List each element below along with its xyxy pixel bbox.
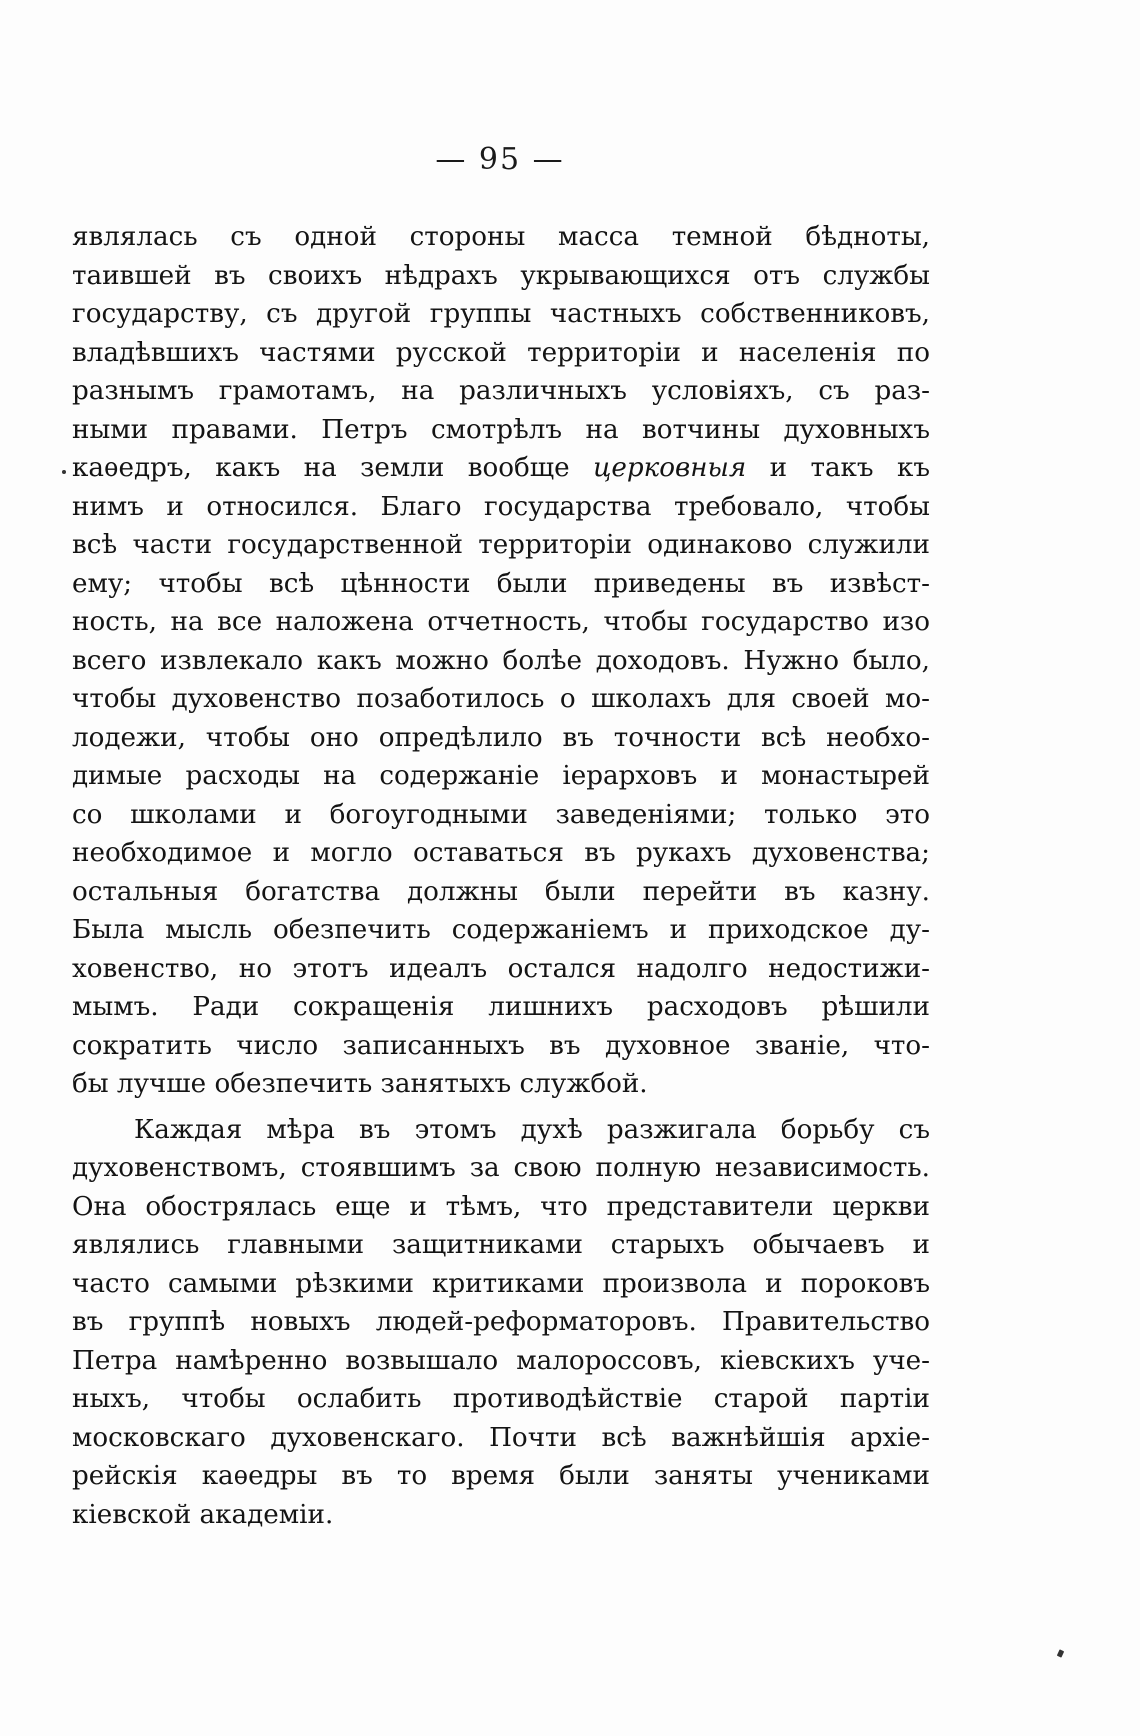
text-line: чтобы духовенство позаботилось о школахъ для своей мо-	[72, 684, 930, 714]
text-line: всѣ части государственной территоріи одинаково служили	[72, 530, 930, 560]
text-line: владѣвшихъ частями русской территоріи и населенія по	[72, 337, 930, 368]
text-line: духовенствомъ, стоявшимъ за свою полную независимость.	[72, 1153, 930, 1183]
page-number: — 95 —	[435, 142, 565, 177]
text-line: остальныя богатства должны были перейти въ казну.	[72, 876, 930, 907]
text-line: рейскія каѳедры въ то время были заняты учениками	[72, 1461, 930, 1491]
text-line: сократить число записанныхъ въ духовное званіе, что-	[72, 1030, 930, 1061]
text-line: таившей въ своихъ нѣдрахъ укрывающихся отъ службы	[72, 260, 930, 291]
line-suffix: и такъ къ	[769, 453, 931, 483]
text-line: лодежи, чтобы оно опредѣлило въ точности всѣ необхо-	[72, 722, 930, 753]
line-prefix: каѳедръ, какъ на земли вообще	[72, 453, 570, 483]
text-line: часто самыми рѣзкими критиками произвола и пороковъ	[72, 1268, 930, 1299]
text-line: кіевской академіи.	[72, 1499, 334, 1530]
text-line: Она обострялась еще и тѣмъ, что представители церкви	[72, 1191, 930, 1222]
text-line: государству, съ другой группы частныхъ собственниковъ,	[72, 299, 930, 329]
text-line: Каждая мѣра въ этомъ духѣ разжигала борьбу съ	[134, 1114, 930, 1145]
paragraph-2	[72, 1111, 930, 1535]
margin-speck	[1057, 1649, 1064, 1657]
text-line: Была мысль обезпечить содержаніемъ и приходское ду-	[72, 915, 930, 945]
text-line-with-emphasis	[72, 449, 930, 488]
text-line: ховенство, но этотъ идеалъ остался надолго недостижи-	[72, 953, 930, 984]
text-line: въ группѣ новыхъ людей-реформаторовъ. Правительство	[72, 1307, 930, 1337]
text-line: ему; чтобы всѣ цѣнности были приведены въ извѣст-	[72, 568, 930, 599]
text-line: разнымъ грамотамъ, на различныхъ условіяхъ, съ раз-	[72, 376, 930, 406]
text-line: бы лучше обезпечить занятыхъ службой.	[72, 1069, 648, 1099]
text-line: Петра намѣренно возвышало малороссовъ, кіевскихъ уче-	[72, 1345, 930, 1376]
text-line: ными правами. Петръ смотрѣлъ на вотчины духовныхъ	[72, 414, 930, 445]
margin-speck	[62, 470, 66, 474]
text-line: димые расходы на содержаніе іерарховъ и монастырей	[72, 761, 930, 791]
text-line: необходимое и могло оставаться въ рукахъ духовенства;	[72, 838, 930, 868]
paragraph-1	[72, 218, 930, 1104]
text-line: всего извлекало какъ можно болѣе доходовъ. Нужно было,	[72, 645, 930, 676]
text-line: со школами и богоугодными заведеніями; только это	[72, 799, 930, 830]
text-line: московскаго духовенскаго. Почти всѣ важнѣйшія архіе-	[72, 1422, 930, 1453]
text-line: являлись главными защитниками старыхъ обычаевъ и	[72, 1230, 930, 1260]
text-line: ныхъ, чтобы ослабить противодѣйствіе старой партіи	[72, 1384, 930, 1414]
emphasized-word: церковныя	[593, 453, 747, 483]
text-line: нимъ и относился. Благо государства требовало, чтобы	[72, 491, 930, 522]
text-line: мымъ. Ради сокращенія лишнихъ расходовъ рѣшили	[72, 992, 930, 1022]
text-line: являлась съ одной стороны масса темной бѣдноты,	[72, 222, 930, 252]
paragraph-gap	[72, 1104, 930, 1111]
body-text	[72, 218, 930, 1534]
text-line: ность, на все наложена отчетность, чтобы государство изо	[72, 607, 930, 637]
